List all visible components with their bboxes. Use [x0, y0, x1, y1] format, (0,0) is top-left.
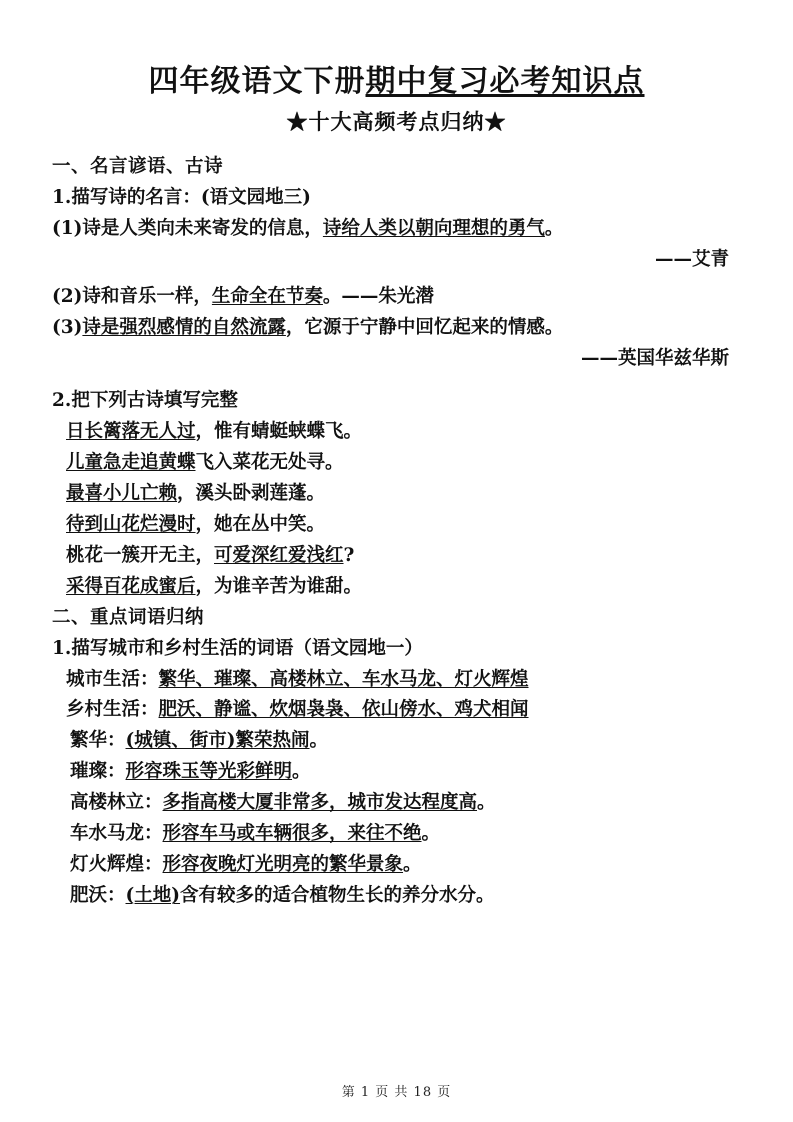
poem-tail: ，溪头卧剥莲蓬。 — [177, 482, 326, 504]
page-footer: 第 1 页 共 18 页 — [341, 1085, 452, 1100]
item-tail: 。——朱光潜 — [322, 285, 434, 307]
poem-blank: 待到山花烂漫时 — [66, 513, 196, 535]
quote-item — [52, 313, 741, 343]
definition-text: (城镇、街市)繁荣热闹 — [125, 730, 310, 752]
section-heading: 二、重点词语归纳 — [52, 606, 205, 628]
poem-line — [52, 510, 741, 540]
poem-tail: ，她在丛中笑。 — [195, 513, 326, 535]
poem-blank: 日长篱落无人过 — [66, 420, 196, 442]
definition-term: 高楼林立： — [70, 792, 163, 814]
poem-tail: ，惟有蜻蜓蛱蝶飞。 — [195, 420, 363, 442]
item-underlined: 生命全在节奏 — [211, 285, 323, 307]
quote-attribution: ——英国华兹华斯 — [580, 347, 729, 369]
definition-tail: 。 — [477, 792, 496, 814]
item-marker: (3) — [52, 316, 83, 338]
page-title — [52, 56, 741, 100]
page-subtitle: ★十大高频考点归纳★ — [286, 109, 507, 134]
definition-text: 形容车马或车辆很多，来往不绝 — [162, 823, 422, 845]
item-text: 诗和音乐一样， — [82, 285, 212, 307]
definition-text: 多指高楼大厦非常多，城市发达程度高 — [162, 792, 478, 814]
item-underlined: 诗是强烈感情的自然流露 — [82, 316, 286, 338]
item-tail: ，它源于宁静中回忆起来的情感。 — [285, 316, 564, 338]
definition-tail: 。 — [309, 730, 329, 752]
definition-tail: 。 — [403, 854, 422, 876]
word-group-line — [52, 665, 741, 695]
poem-tail: 飞入菜花无处寻。 — [195, 451, 344, 473]
definition-term: 肥沃： — [70, 885, 126, 907]
item-text: 诗是人类向未来寄发的信息， — [82, 217, 323, 239]
item-tail: 。 — [544, 217, 564, 239]
definition-text: (土地) — [125, 885, 181, 907]
definition-line — [52, 819, 741, 849]
poem-line — [52, 448, 741, 478]
definition-line — [52, 726, 741, 756]
definition-line — [52, 788, 741, 818]
title-plain: 四年级语文下册 — [148, 64, 366, 99]
definition-tail: 。 — [421, 823, 441, 845]
definition-tail: 含有较多的适合植物生长的养分水分。 — [180, 885, 495, 907]
poem-line — [52, 541, 741, 571]
definition-text: 形容夜晚灯光明亮的繁华景象 — [162, 854, 404, 876]
word-group-label: 城市生活： — [66, 668, 159, 690]
poem-blank: 采得百花成蜜后 — [66, 575, 196, 597]
poem-blank: 最喜小儿亡赖 — [66, 482, 178, 504]
definition-term: 车水马龙： — [70, 823, 163, 845]
document-body — [52, 152, 741, 911]
poem-blank: 可爱深红爱浅红 — [214, 544, 344, 566]
word-group-line — [52, 695, 741, 725]
poem-blank: 儿童急走追黄蝶 — [66, 451, 196, 473]
quote-attribution: ——艾青 — [654, 248, 729, 270]
quote-item — [52, 282, 741, 312]
definition-line — [52, 881, 741, 911]
quote-item — [52, 214, 741, 244]
word-group-values: 肥沃、静谧、炊烟袅袅、依山傍水、鸡犬相闻 — [158, 699, 529, 721]
definition-term: 繁华： — [70, 730, 126, 752]
item-marker: (1) — [52, 217, 83, 239]
subsection-heading: 1.描写诗的名言：(语文园地三) — [52, 186, 311, 208]
definition-term: 璀璨： — [70, 761, 126, 783]
poem-text: 桃花一簇开无主， — [66, 544, 215, 566]
title-underlined: 期中复习必考知识点 — [365, 64, 645, 99]
section-heading: 一、名言谚语、古诗 — [52, 156, 224, 177]
item-underlined: 诗给人类以朝向理想的勇气 — [322, 217, 545, 239]
item-marker: (2) — [52, 285, 83, 307]
word-group-values: 繁华、璀璨、高楼林立、车水马龙、灯火辉煌 — [158, 668, 529, 690]
poem-line — [52, 479, 741, 509]
definition-tail: 。 — [292, 761, 311, 783]
definition-line — [52, 757, 741, 787]
word-group-label: 乡村生活： — [66, 699, 159, 721]
poem-tail: ? — [343, 544, 355, 566]
definition-term: 灯火辉煌： — [70, 854, 163, 876]
poem-tail: ，为谁辛苦为谁甜。 — [195, 575, 363, 597]
subsection-heading: 1.描写城市和乡村生活的词语（语文园地一） — [52, 637, 423, 659]
poem-line — [52, 417, 741, 447]
definition-text: 形容珠玉等光彩鲜明 — [125, 761, 293, 783]
subsection-heading: 2.把下列古诗填写完整 — [52, 389, 238, 411]
poem-line — [52, 572, 741, 602]
definition-line — [52, 850, 741, 880]
